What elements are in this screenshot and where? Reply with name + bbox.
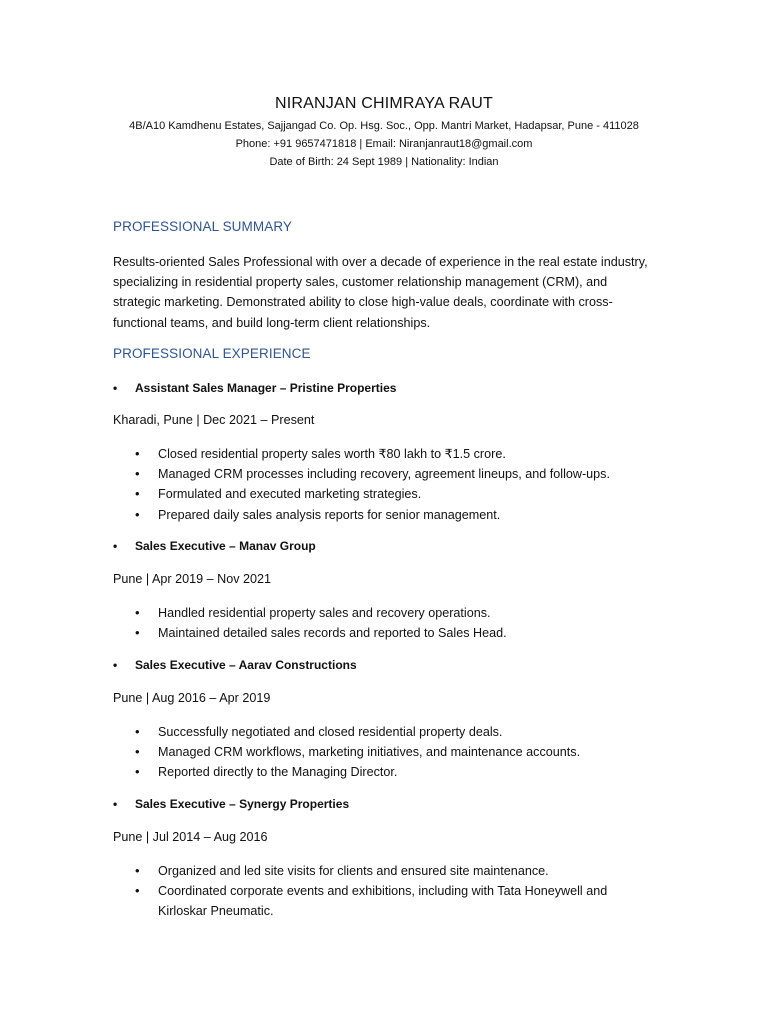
list-item: • Handled residential property sales and recovery operations. [135,603,655,623]
contact-line: Phone: +91 9657471818 | Email: Niranjanraut18@gmail.com [235,138,533,150]
summary-line: functional teams, and build long-term client relationships. [113,315,431,330]
list-item: • Managed CRM workflows, marketing initiatives, and maintenance accounts. [135,742,655,762]
list-item: • Managed CRM processes including recovery, agreement lineups, and follow-ups. [135,464,655,484]
summary-line: strategic marketing. Demonstrated ability to close high-value deals, coordinate with cross- [113,295,613,310]
job-location-dates: Pune | Jul 2014 – Aug 2016 [113,830,268,844]
list-item: • Successfully negotiated and closed residential property deals. [135,722,655,742]
job-responsibilities [135,603,655,643]
job-title: • Assistant Sales Manager – Pristine Properties [113,381,397,395]
bullet-icon: • [113,658,118,672]
job-responsibilities [135,722,655,783]
list-item: • Organized and led site visits for clients and ensured site maintenance. [135,861,655,881]
job-title: • Sales Executive – Manav Group [113,539,316,553]
job-location-dates: Pune | Apr 2019 – Nov 2021 [113,572,272,586]
bullet-icon: • [113,381,118,395]
address-line: 4B/A10 Kamdhenu Estates, Sajjangad Co. Op. Hsg. Soc., Opp. Mantri Market, Hadapsar, Pune - 411028 [129,120,639,132]
job-title: • Sales Executive – Synergy Properties [113,797,350,811]
list-item: • Prepared daily sales analysis reports for senior management. [135,505,655,525]
bullet-icon: • [113,797,118,811]
summary-line: Results-oriented Sales Professional with over a decade of experience in the real estate industry, [113,255,648,269]
experience-heading: PROFESSIONAL EXPERIENCE [113,346,311,361]
candidate-name: NIRANJAN CHIMRAYA RAUT [274,95,494,112]
job-location-dates: Pune | Aug 2016 – Apr 2019 [113,691,271,705]
list-item-continuation: Kirloskar Pneumatic. [158,904,274,919]
job-responsibilities [135,861,655,922]
personal-details-line: Date of Birth: 24 Sept 1989 | Nationality: Indian [269,156,499,168]
summary-heading: PROFESSIONAL SUMMARY [113,219,293,234]
summary-line: specializing in residential property sales, customer relationship management (CRM), and [113,275,608,290]
summary-paragraph [113,252,658,333]
job-responsibilities [135,444,655,525]
job-location-dates: Kharadi, Pune | Dec 2021 – Present [113,413,315,427]
list-item: • Formulated and executed marketing strategies. [135,484,655,504]
job-title: • Sales Executive – Aarav Constructions [113,658,357,672]
bullet-icon: • [113,539,118,553]
list-item: • Closed residential property sales worth ₹80 lakh to ₹1.5 crore. [135,444,655,464]
list-item: • Reported directly to the Managing Director. [135,762,655,782]
list-item: • Coordinated corporate events and exhibitions, including with Tata Honeywell and [135,881,655,901]
list-item: • Maintained detailed sales records and reported to Sales Head. [135,623,655,643]
